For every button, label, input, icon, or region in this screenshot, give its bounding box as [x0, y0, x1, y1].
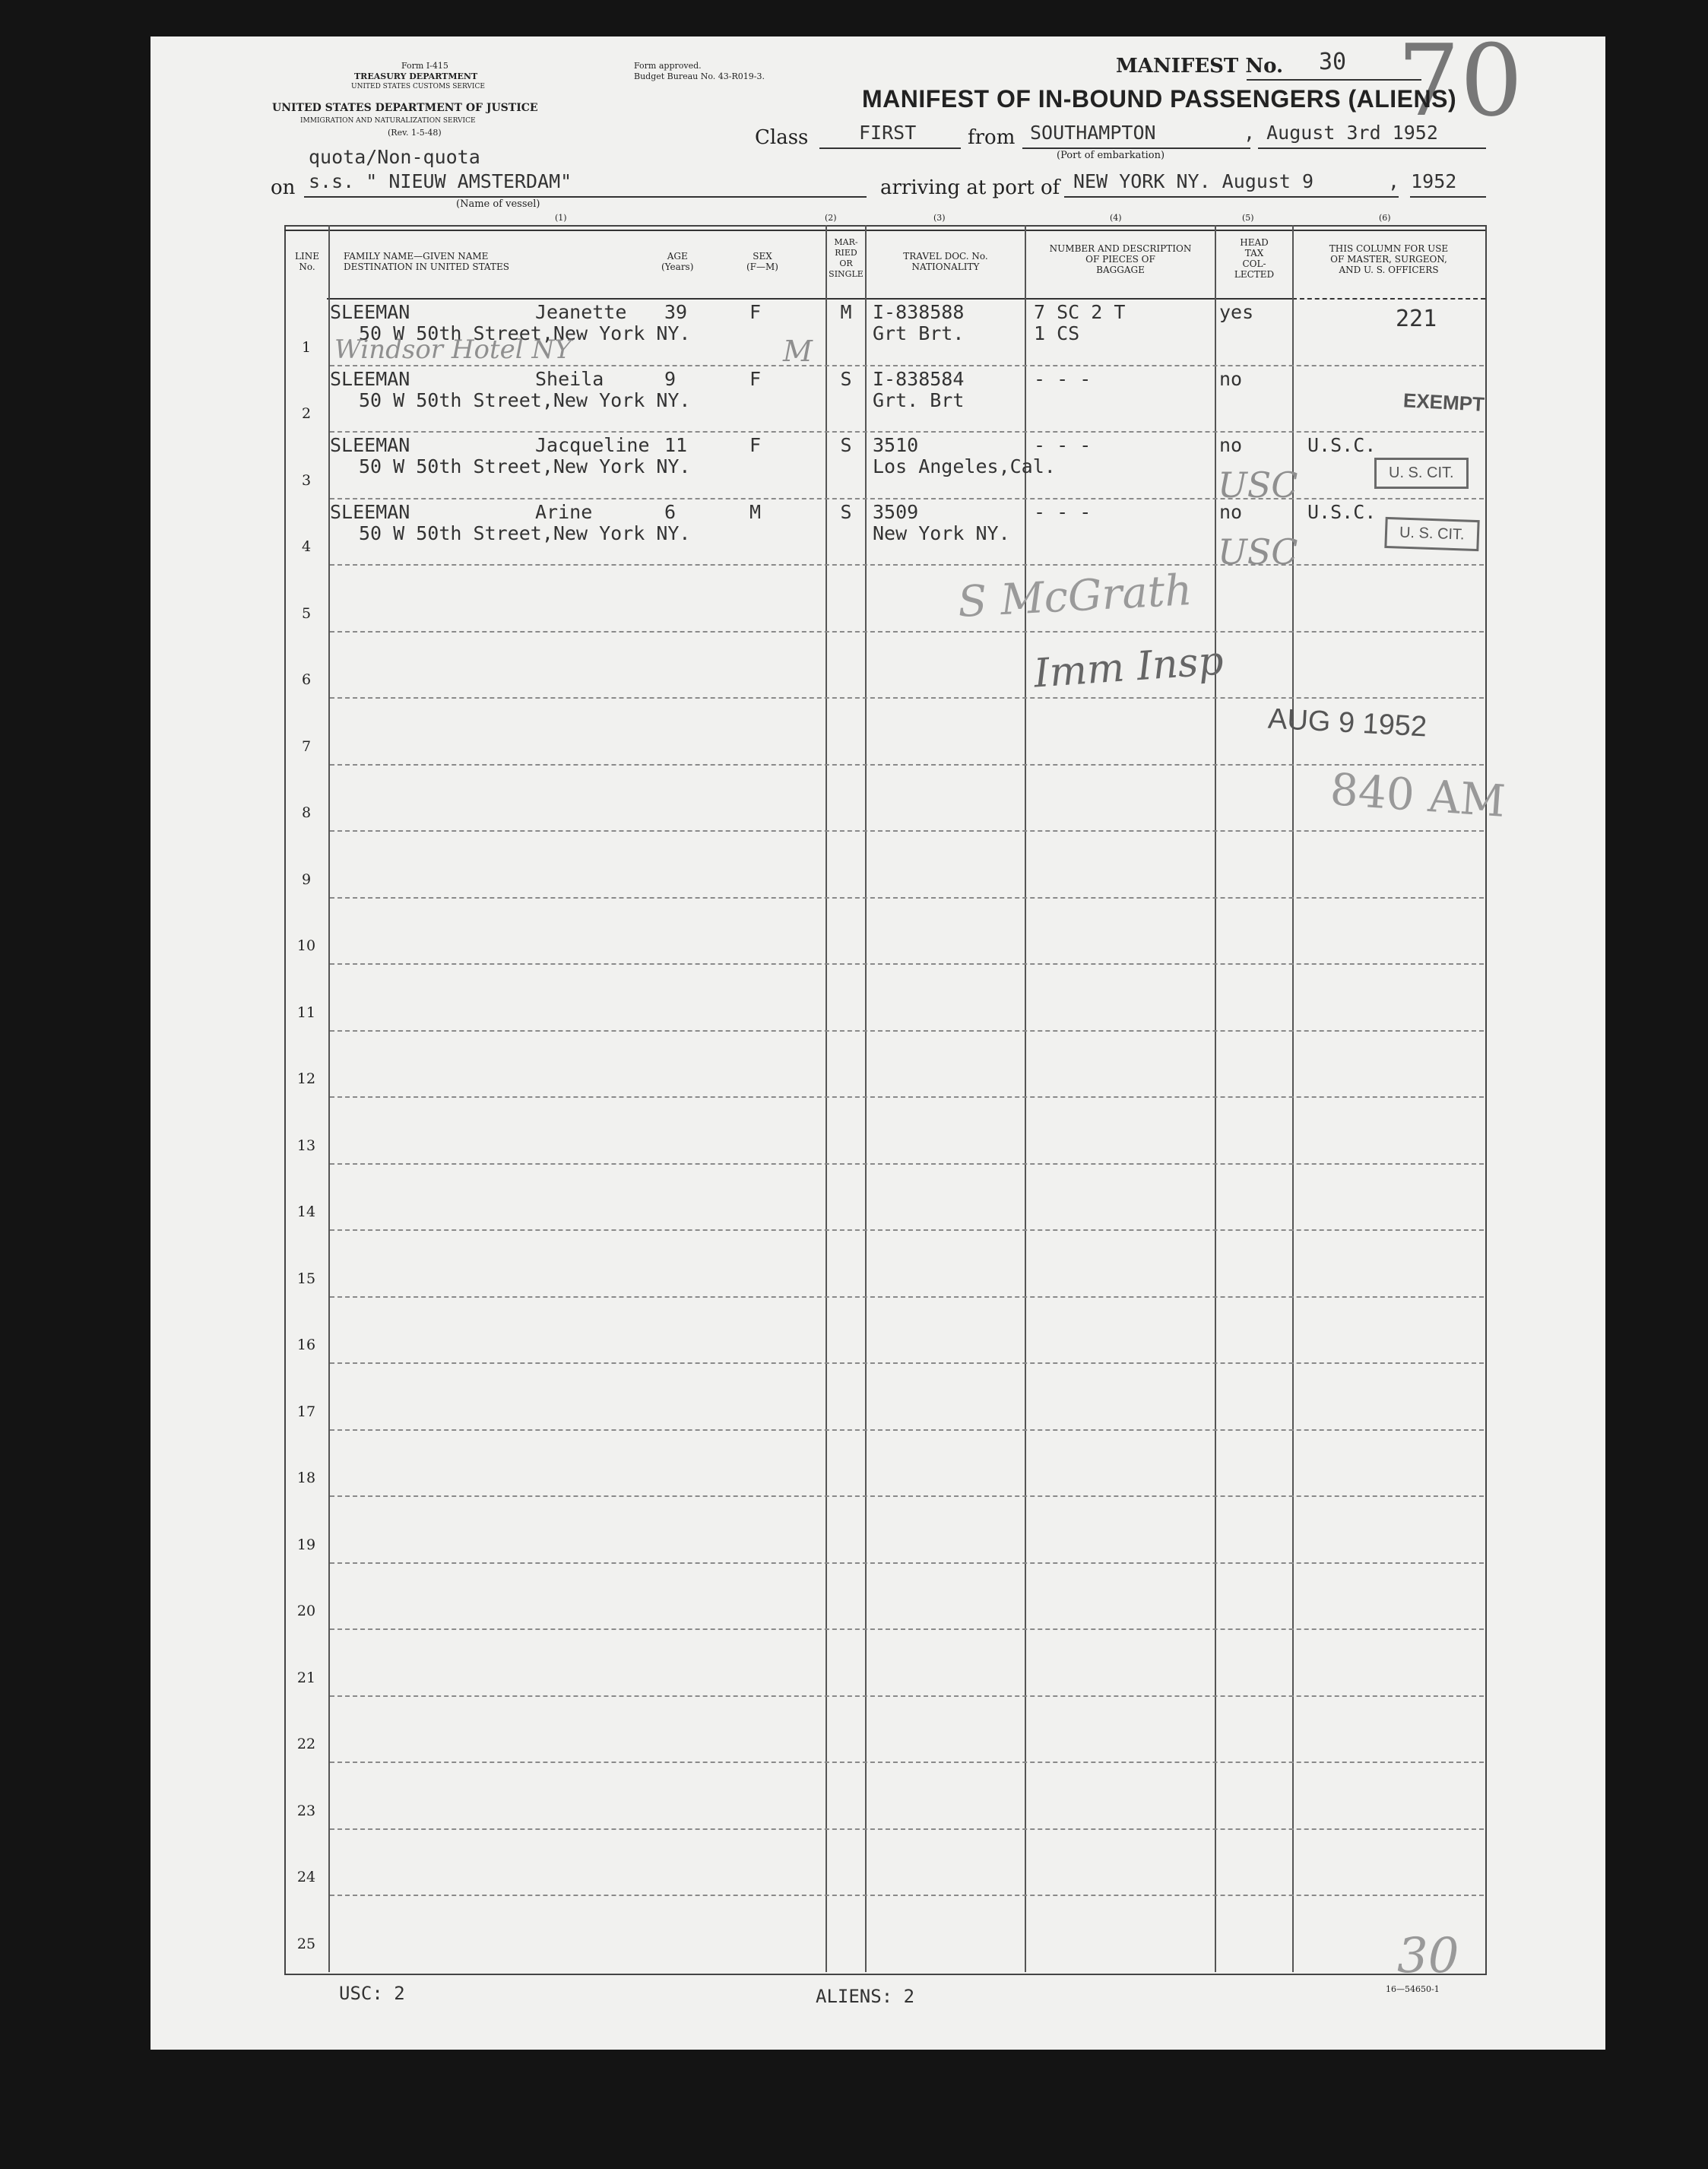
col-header-baggage: NUMBER AND DESCRIPTION OF PIECES OF BAGGAGE: [1049, 243, 1192, 275]
class-label: Class: [755, 126, 809, 149]
handwritten-note: Windsor Hotel NY: [334, 335, 572, 365]
officer-notes: U.S.C.: [1307, 500, 1377, 523]
travel-doc-number: I-838588: [873, 301, 965, 323]
col-number-6: (6): [1379, 213, 1391, 223]
treasury-dept: TREASURY DEPARTMENT: [354, 71, 478, 81]
line-number: 16: [296, 1337, 316, 1353]
us-citizen-stamp: U. S. CIT.: [1374, 458, 1469, 489]
class-value: FIRST: [859, 122, 917, 144]
line-number: 11: [296, 1004, 316, 1021]
row-rule: [330, 1762, 1484, 1763]
passenger-marital-status: S: [840, 367, 852, 390]
line-number: 20: [296, 1603, 316, 1619]
row-rule: [330, 1362, 1484, 1364]
line-number: 9: [301, 870, 312, 888]
officer-notes: 221: [1396, 306, 1437, 332]
handwritten-big-number: 70: [1397, 23, 1523, 138]
row-rule: [330, 1628, 1484, 1630]
col-number-4: (4): [1110, 213, 1122, 223]
col-number-2: (2): [825, 213, 837, 223]
line-number: 23: [296, 1802, 316, 1819]
row-rule: [330, 564, 1484, 566]
passenger-nationality: Los Angeles,Cal.: [873, 455, 1056, 477]
inspector-signature: S McGrath: [956, 565, 1193, 628]
handwritten-note: USC: [1218, 531, 1298, 572]
us-citizen-stamp: U. S. CIT.: [1384, 517, 1479, 551]
manifest-number: 30: [1319, 49, 1347, 75]
handwritten-note: USC: [1218, 465, 1298, 506]
baggage-description: - - -: [1034, 434, 1092, 456]
manifest-number-label: MANIFEST No.: [1116, 55, 1284, 78]
line-number: 25: [296, 1935, 316, 1952]
line-number: 22: [296, 1736, 316, 1752]
line-number: 2: [301, 405, 312, 422]
line-number: 10: [296, 937, 316, 954]
col-header-officers: THIS COLUMN FOR USE OF MASTER, SURGEON, AND U. S. OFFICERS: [1329, 243, 1449, 275]
col-header-married: MAR- RIED OR SINGLE: [829, 237, 864, 279]
usc-count: USC: 2: [339, 1983, 405, 2004]
row-rule: [330, 830, 1484, 832]
vessel-name: s.s. " NIEUW AMSTERDAM": [309, 170, 572, 192]
passenger-nationality: New York NY.: [873, 522, 1010, 544]
passenger-nationality: Grt. Brt: [873, 388, 965, 411]
passenger-age: 9: [664, 367, 677, 390]
on-label: on: [271, 176, 296, 199]
ins-service: IMMIGRATION AND NATURALIZATION SERVICE: [300, 117, 476, 125]
aliens-count: ALIENS: 2: [816, 1986, 915, 2007]
passenger-given-name: Arine: [535, 500, 593, 523]
line-number: 14: [296, 1203, 316, 1220]
row-rule: [330, 1030, 1484, 1032]
inspection-date-stamp: AUG 9 1952: [1267, 702, 1428, 744]
handwritten-page-number: 30: [1397, 1928, 1459, 1984]
line-number: 21: [296, 1669, 316, 1686]
handwritten-side-mark: M: [783, 335, 813, 368]
row-rule: [330, 1828, 1484, 1830]
from-value: SOUTHAMPTON: [1030, 122, 1156, 144]
officer-notes: U.S.C.: [1307, 434, 1377, 456]
col-header-sex: SEX (F—M): [746, 251, 778, 272]
line-number: 12: [296, 1070, 316, 1087]
passenger-family-name: SLEEMAN: [330, 301, 410, 323]
row-rule: [330, 1429, 1484, 1431]
passenger-age: 6: [664, 500, 677, 523]
passenger-sex: F: [749, 301, 762, 323]
line-number: 24: [296, 1869, 316, 1885]
from-label: from: [968, 126, 1016, 149]
baggage-description: - - -: [1034, 367, 1092, 390]
col-number-3: (3): [933, 213, 946, 223]
line-number: 4: [301, 538, 312, 555]
row-rule: [330, 697, 1484, 699]
row-rule: [330, 764, 1484, 766]
passenger-destination: 50 W 50th Street,New York NY.: [359, 388, 691, 411]
line-number: 17: [296, 1403, 316, 1420]
col-number-1: (1): [555, 213, 567, 223]
row-rule: [330, 1695, 1484, 1697]
manifest-title: MANIFEST OF IN-BOUND PASSENGERS (ALIENS): [862, 85, 1457, 113]
passenger-sex: F: [749, 434, 762, 456]
head-tax-collected: no: [1219, 367, 1243, 390]
inspection-time: 840 AM: [1328, 763, 1507, 827]
embarkation-date: , August 3rd 1952: [1244, 122, 1438, 144]
col-header-headtax: HEAD TAX COL- LECTED: [1234, 237, 1275, 280]
arrival-year: , 1952: [1388, 170, 1457, 192]
row-rule: [330, 1562, 1484, 1564]
passenger-given-name: Jeanette: [535, 301, 627, 323]
line-number: 5: [301, 604, 312, 622]
passenger-marital-status: S: [840, 500, 852, 523]
passenger-destination: 50 W 50th Street,New York NY.: [359, 455, 691, 477]
row-rule: [330, 1229, 1484, 1231]
line-number: 13: [296, 1137, 316, 1154]
arrival-port-date: NEW YORK NY. August 9: [1073, 170, 1314, 192]
row-rule: [330, 1163, 1484, 1165]
passenger-destination: 50 W 50th Street,New York NY.: [359, 322, 691, 344]
passenger-marital-status: S: [840, 434, 852, 456]
line-number: 1: [301, 338, 312, 356]
passenger-destination: 50 W 50th Street,New York NY.: [359, 522, 691, 544]
travel-doc-number: 3509: [873, 500, 919, 523]
head-tax-collected: no: [1219, 500, 1243, 523]
passenger-sex: M: [749, 500, 762, 523]
passenger-given-name: Sheila: [535, 367, 604, 390]
quota-status: quota/Non-quota: [309, 146, 480, 168]
inspector-title: Imm Insp: [1032, 638, 1225, 697]
row-rule: [330, 1096, 1484, 1098]
col-header-age: AGE (Years): [661, 251, 694, 272]
line-number: 7: [301, 737, 312, 755]
row-rule: [330, 631, 1484, 633]
col-header-travel: TRAVEL DOC. No. NATIONALITY: [903, 251, 988, 272]
form-revision: (Rev. 1-5-48): [388, 128, 442, 138]
passenger-marital-status: M: [840, 301, 852, 323]
travel-doc-number: I-838584: [873, 367, 965, 390]
passenger-family-name: SLEEMAN: [330, 367, 410, 390]
budget-bureau: Budget Bureau No. 43-R019-3.: [634, 71, 765, 81]
head-tax-collected: no: [1219, 434, 1243, 456]
row-rule: [330, 1895, 1484, 1896]
row-rule: [330, 1495, 1484, 1497]
port-embark-caption: (Port of embarkation): [1057, 150, 1165, 161]
manifest-table: [284, 225, 1487, 1975]
exempt-stamp: EXEMPT: [1402, 388, 1485, 416]
row-rule: [330, 963, 1484, 965]
customs-service: UNITED STATES CUSTOMS SERVICE: [351, 83, 485, 90]
col-header-name: FAMILY NAME—GIVEN NAME DESTINATION IN UNITED STATES: [344, 251, 509, 272]
vessel-caption: (Name of vessel): [456, 198, 540, 210]
form-number: Form I-415: [401, 61, 448, 71]
form-approved: Form approved.: [634, 61, 702, 71]
row-rule: [330, 897, 1484, 899]
passenger-sex: F: [749, 367, 762, 390]
passenger-family-name: SLEEMAN: [330, 434, 410, 456]
baggage-description-2: 1 CS: [1034, 322, 1080, 344]
printing-code: 16—54650-1: [1386, 1984, 1440, 1994]
line-number: 19: [296, 1536, 316, 1553]
col-number-5: (5): [1242, 213, 1254, 223]
passenger-family-name: SLEEMAN: [330, 500, 410, 523]
baggage-description: 7 SC 2 T: [1034, 301, 1126, 323]
travel-doc-number: 3510: [873, 434, 919, 456]
passenger-age: 11: [664, 434, 688, 456]
baggage-description: - - -: [1034, 500, 1092, 523]
passenger-nationality: Grt Brt.: [873, 322, 965, 344]
col-header-line: LINE No.: [295, 251, 319, 272]
passenger-given-name: Jacqueline: [535, 434, 650, 456]
head-tax-collected: yes: [1219, 301, 1254, 323]
line-number: 18: [296, 1470, 316, 1486]
line-number: 15: [296, 1270, 316, 1287]
line-number: 3: [301, 471, 312, 489]
justice-dept: UNITED STATES DEPARTMENT OF JUSTICE: [272, 102, 538, 114]
line-number: 6: [301, 671, 312, 688]
passenger-age: 39: [664, 301, 688, 323]
arriving-label: arriving at port of: [880, 176, 1060, 199]
row-rule: [330, 1296, 1484, 1298]
row-rule: [330, 431, 1484, 433]
row-rule: [330, 498, 1484, 499]
line-number: 8: [301, 804, 312, 821]
